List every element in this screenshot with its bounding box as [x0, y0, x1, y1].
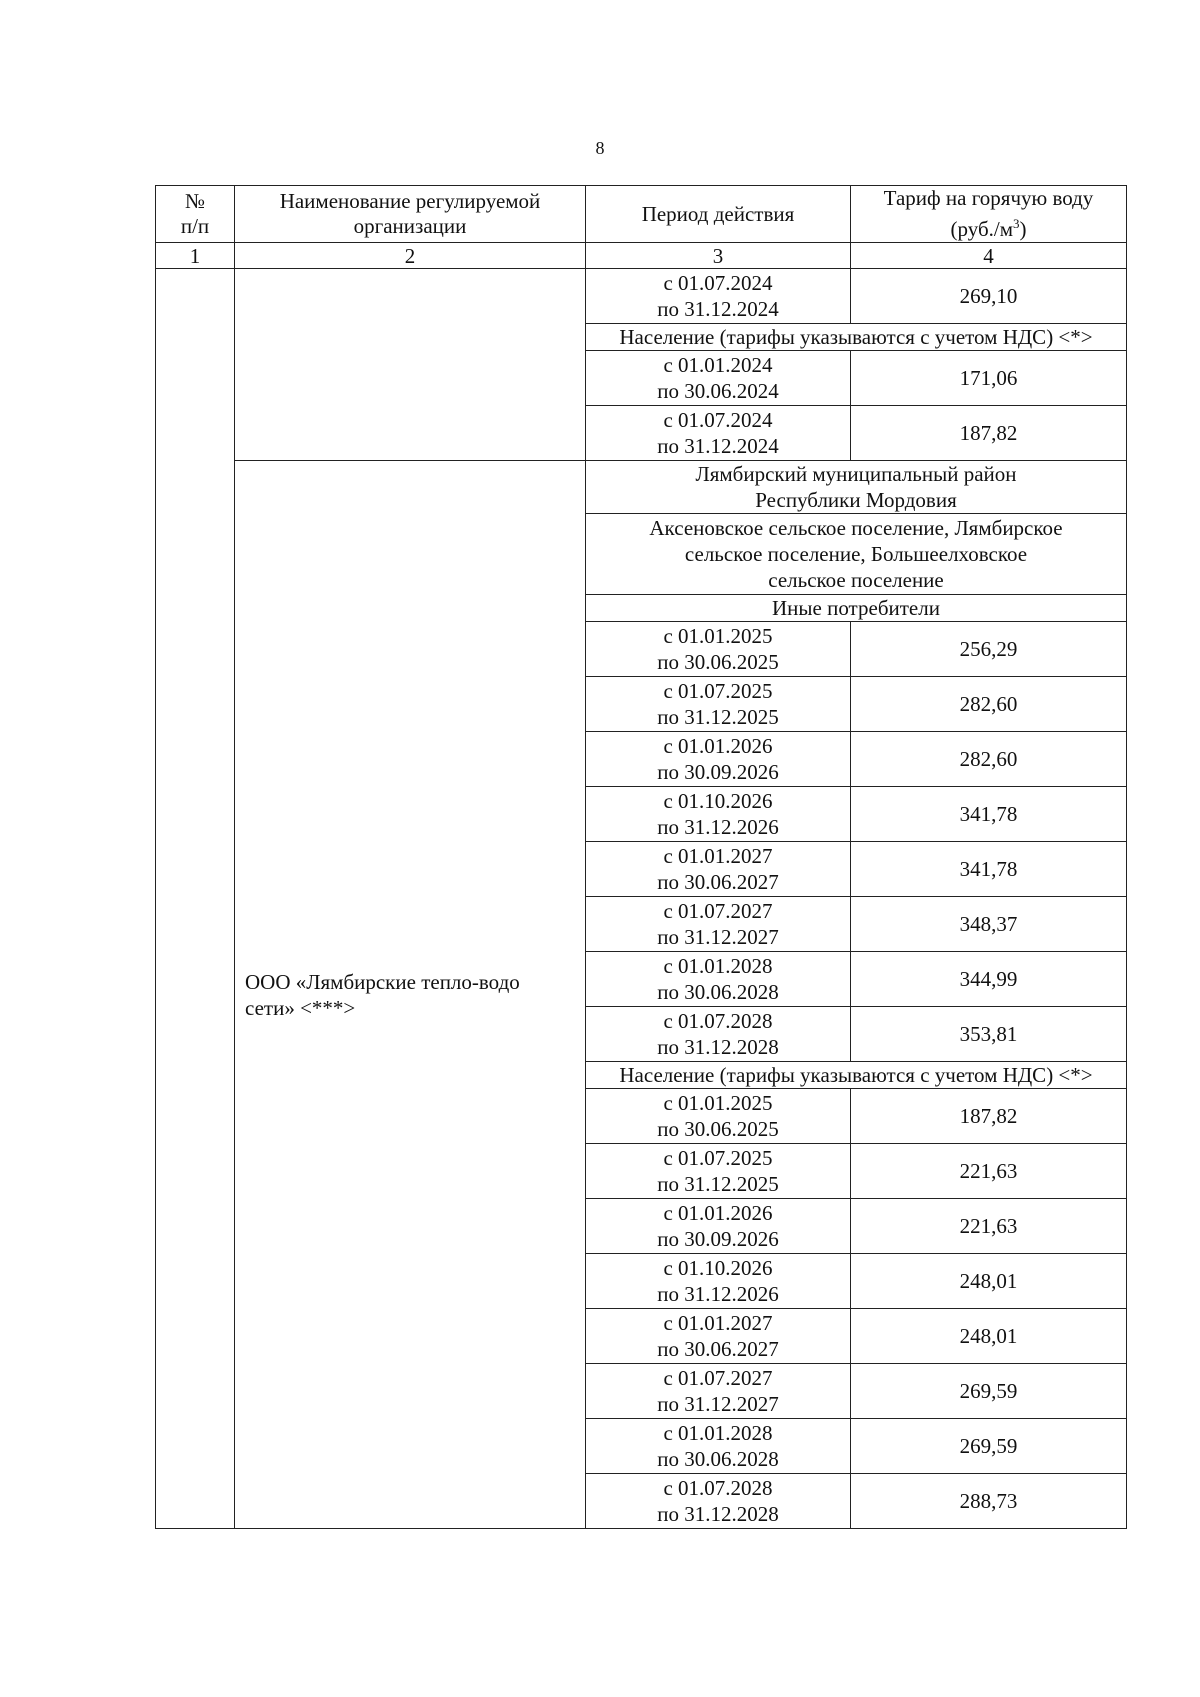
tariff-value: 348,37 — [851, 897, 1127, 952]
tariff-value: 269,59 — [851, 1364, 1127, 1419]
period-to: по 31.12.2027 — [657, 925, 779, 949]
period-cell — [586, 1144, 851, 1199]
period-cell — [586, 1007, 851, 1062]
tariff-value: 248,01 — [851, 1309, 1127, 1364]
period-from: с 01.07.2025 — [663, 1146, 773, 1170]
period-from: с 01.01.2028 — [663, 954, 773, 978]
tariff-value: 282,60 — [851, 677, 1127, 732]
period-to: по 30.06.2028 — [657, 1447, 779, 1471]
tariff-value: 187,82 — [851, 406, 1127, 461]
period-to: по 30.09.2026 — [657, 1227, 779, 1251]
settlements-label-line: сельское поселение — [768, 568, 944, 592]
period-from: с 01.01.2025 — [663, 624, 773, 648]
tariff-value: 353,81 — [851, 1007, 1127, 1062]
period-cell — [586, 1309, 851, 1364]
tariff-value: 269,59 — [851, 1419, 1127, 1474]
period-to: по 30.06.2027 — [657, 870, 779, 894]
period-to: по 30.06.2027 — [657, 1337, 779, 1361]
column-number: 2 — [235, 243, 586, 269]
period-to: по 30.06.2024 — [657, 379, 779, 403]
period-cell — [586, 677, 851, 732]
period-cell — [586, 1199, 851, 1254]
period-to: по 31.12.2028 — [657, 1035, 779, 1059]
period-from: с 01.01.2027 — [663, 844, 773, 868]
tariff-value: 269,10 — [851, 269, 1127, 324]
period-cell — [586, 842, 851, 897]
period-to: по 30.06.2028 — [657, 980, 779, 1004]
period-cell — [586, 952, 851, 1007]
period-cell — [586, 1364, 851, 1419]
period-cell — [586, 1089, 851, 1144]
column-number: 1 — [156, 243, 235, 269]
period-from: с 01.10.2026 — [663, 1256, 773, 1280]
population-label: Население (тарифы указываются с учетом НДС) <*> — [586, 324, 1127, 351]
period-to: по 31.12.2024 — [657, 434, 779, 458]
period-cell — [586, 406, 851, 461]
organization-name — [235, 461, 586, 1529]
period-to: по 31.12.2025 — [657, 705, 779, 729]
period-from: с 01.01.2026 — [663, 1201, 773, 1225]
page-number: 8 — [595, 138, 605, 158]
other-consumers-label: Иные потребители — [586, 595, 1127, 622]
period-to: по 30.06.2025 — [657, 1117, 779, 1141]
tariff-value: 187,82 — [851, 1089, 1127, 1144]
tariff-value: 248,01 — [851, 1254, 1127, 1309]
period-from: с 01.07.2025 — [663, 679, 773, 703]
period-from: с 01.07.2024 — [663, 408, 773, 432]
settlements-label-line: сельское поселение, Большеелховское — [684, 542, 1028, 566]
column-number: 4 — [851, 243, 1127, 269]
tariff-value: 288,73 — [851, 1474, 1127, 1529]
period-from: с 01.10.2026 — [663, 789, 773, 813]
organization-name-line: сети» <***> — [245, 995, 356, 1020]
period-from: с 01.01.2025 — [663, 1091, 773, 1115]
period-to: по 31.12.2028 — [657, 1502, 779, 1526]
period-cell — [586, 351, 851, 406]
period-cell — [586, 1419, 851, 1474]
tariff-value: 341,78 — [851, 842, 1127, 897]
period-from: с 01.07.2027 — [663, 899, 773, 923]
header-period: Период действия — [586, 186, 851, 243]
period-from: с 01.07.2028 — [663, 1476, 773, 1500]
period-cell — [586, 622, 851, 677]
table-row — [156, 269, 1127, 324]
period-cell — [586, 1254, 851, 1309]
period-from: с 01.01.2024 — [663, 353, 773, 377]
district-row — [156, 461, 1127, 514]
district-line: Лямбирский муниципальный район — [695, 462, 1017, 486]
period-cell — [586, 897, 851, 952]
period-to: по 31.12.2027 — [657, 1392, 779, 1416]
period-cell — [586, 1474, 851, 1529]
tariff-value: 221,63 — [851, 1199, 1127, 1254]
header-number: № п/п — [156, 186, 235, 243]
column-numbers-row — [156, 243, 1127, 269]
settlements-label — [586, 514, 1127, 595]
settlements-label-line: Аксеновское сельское поселение, Лямбирское — [649, 516, 1063, 540]
period-cell — [586, 787, 851, 842]
period-from: с 01.07.2028 — [663, 1009, 773, 1033]
column-number: 3 — [586, 243, 851, 269]
header-tariff: Тариф на горячую воду $(руб./м^3)$ — [851, 186, 1127, 243]
period-to: по 31.12.2025 — [657, 1172, 779, 1196]
district-label — [586, 461, 1127, 514]
period-to: по 31.12.2026 — [657, 1282, 779, 1306]
period-from: с 01.01.2027 — [663, 1311, 773, 1335]
tariff-value: 256,29 — [851, 622, 1127, 677]
table-header-row — [156, 186, 1127, 243]
period-to: по 31.12.2024 — [657, 297, 779, 321]
period-to: по 30.09.2026 — [657, 760, 779, 784]
period-cell — [586, 269, 851, 324]
organization-cell — [235, 269, 586, 461]
tariff-table — [155, 185, 1127, 1529]
tariff-value: 171,06 — [851, 351, 1127, 406]
period-from: с 01.07.2027 — [663, 1366, 773, 1390]
district-line: Республики Мордовия — [755, 488, 957, 512]
period-from: с 01.01.2026 — [663, 734, 773, 758]
header-organization: Наименование регулируемой организации — [235, 186, 586, 243]
tariff-value: 221,63 — [851, 1144, 1127, 1199]
tariff-value: 344,99 — [851, 952, 1127, 1007]
number-cell — [156, 269, 235, 1529]
period-to: по 31.12.2026 — [657, 815, 779, 839]
period-cell — [586, 732, 851, 787]
tariff-value: 282,60 — [851, 732, 1127, 787]
period-from: с 01.01.2028 — [663, 1421, 773, 1445]
period-from: с 01.07.2024 — [663, 271, 773, 295]
population-label: Население (тарифы указываются с учетом НДС) <*> — [586, 1062, 1127, 1089]
organization-name-line: ООО «Лямбирские тепло-водо — [245, 969, 520, 994]
tariff-value: 341,78 — [851, 787, 1127, 842]
period-to: по 30.06.2025 — [657, 650, 779, 674]
